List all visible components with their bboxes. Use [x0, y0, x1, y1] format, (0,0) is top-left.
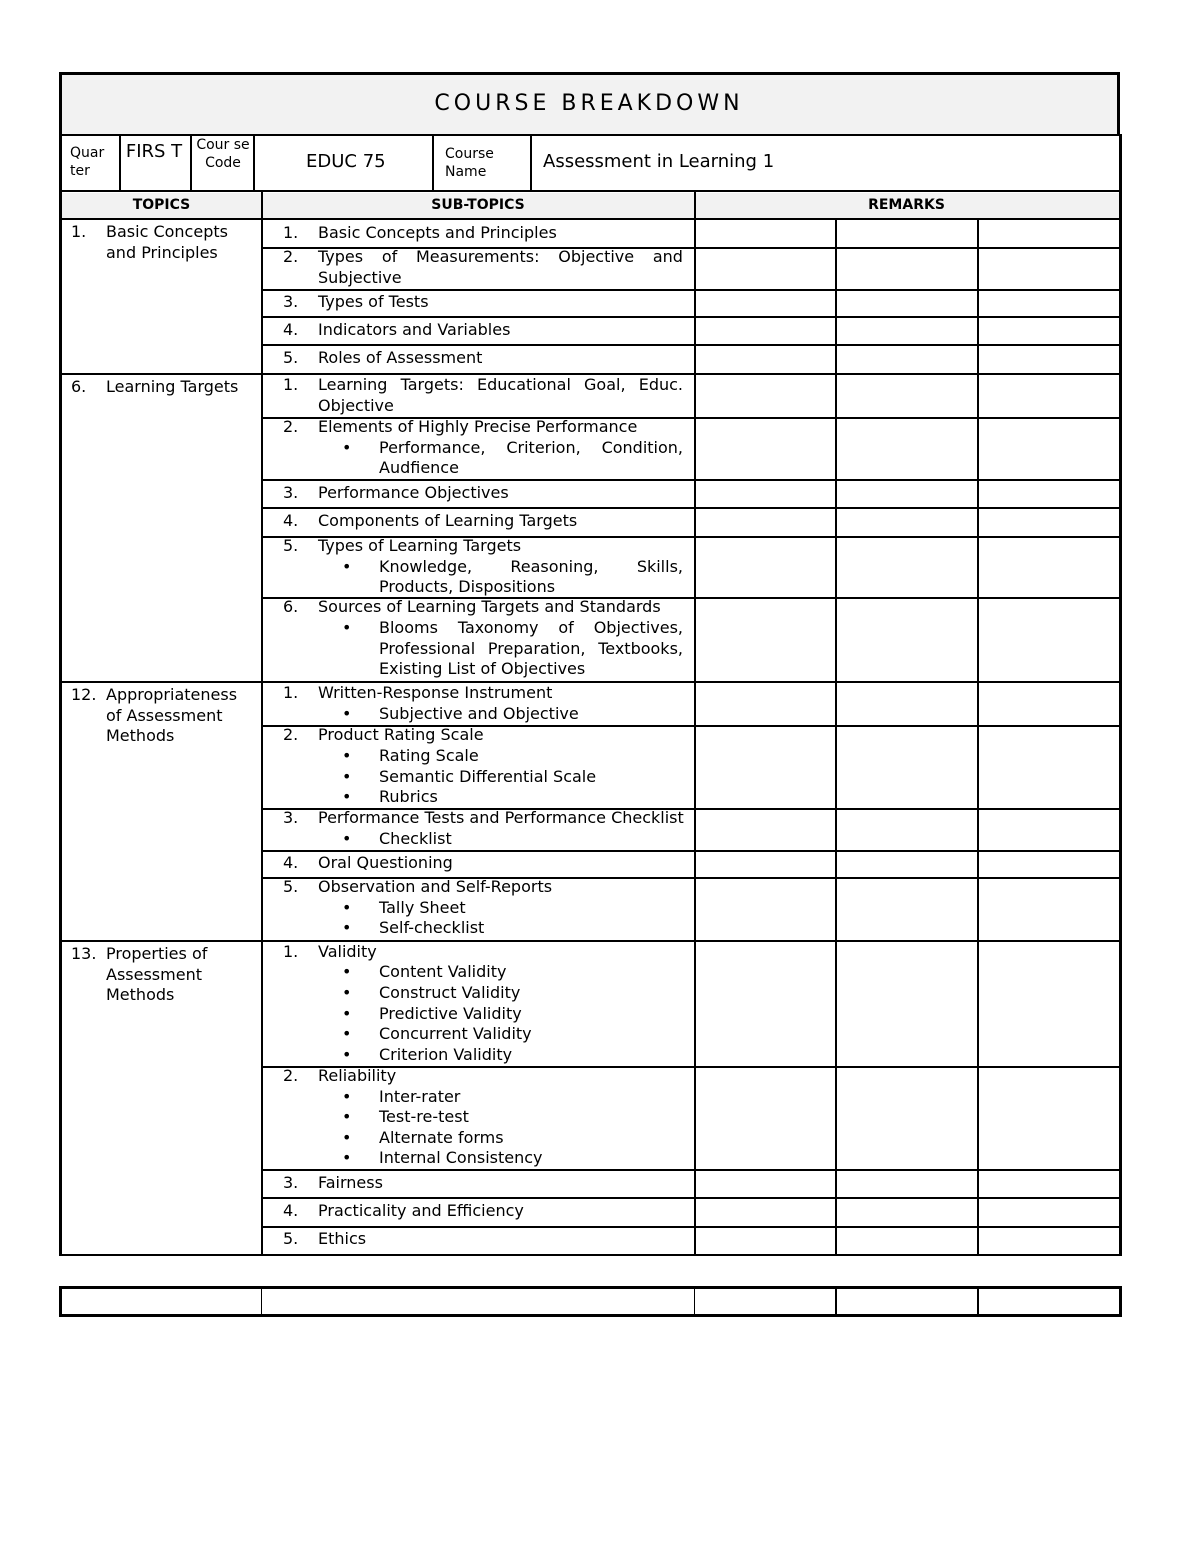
remarks-cell[interactable]: [979, 1228, 1118, 1253]
remarks-cell[interactable]: [979, 599, 1118, 680]
bullet-icon: •: [342, 829, 352, 848]
remarks-cell[interactable]: [979, 249, 1118, 289]
bullet-icon: •: [342, 437, 352, 457]
topic-label: and Principles: [106, 242, 218, 262]
subtopic-bullet-text: Criterion Validity: [379, 1044, 513, 1064]
remarks-cell[interactable]: [696, 509, 835, 536]
bullet-icon: •: [342, 1003, 352, 1023]
subtopic-title: Roles of Assessment: [318, 347, 483, 367]
remarks-cell[interactable]: [837, 879, 977, 939]
topic-number: 12.: [71, 685, 97, 704]
remarks-cell[interactable]: [837, 810, 977, 850]
remarks-cell[interactable]: [979, 727, 1118, 808]
subtopic-title: Practicality and Efficiency: [318, 1201, 524, 1221]
course-code-value: EDUC 75: [306, 151, 386, 172]
subtopic-bullet-text: Blooms Taxonomy of Objectives,: [379, 617, 683, 637]
subtopic-bullet-text: Self-checklist: [379, 918, 485, 938]
subtopic-number: 4.: [283, 853, 299, 873]
remarks-cell[interactable]: [696, 810, 835, 850]
table-rule: [261, 1287, 263, 1315]
remarks-cell[interactable]: [696, 599, 835, 680]
subtopic-number: 5.: [283, 877, 299, 897]
subtopic-title: Types of Learning Targets: [318, 536, 522, 555]
column-header-topics: TOPICS: [132, 197, 191, 213]
table-border-right: [1117, 72, 1120, 136]
subtopic-title: Product Rating Scale: [318, 725, 484, 745]
subtopic-bullet-text: Inter-rater: [379, 1086, 461, 1106]
remarks-cell[interactable]: [696, 684, 835, 725]
remarks-cell[interactable]: [979, 1199, 1118, 1226]
bullet-icon: •: [342, 703, 352, 723]
subtopic-bullet-text: Concurrent Validity: [379, 1024, 532, 1044]
bullet-icon: •: [342, 962, 352, 982]
table-rule: [61, 218, 1121, 220]
topic-number: 6.: [71, 377, 87, 396]
remarks-cell[interactable]: [979, 684, 1118, 725]
subtopic-bullet-text: Knowledge, Reasoning, Skills,: [379, 556, 683, 576]
remarks-cell[interactable]: [979, 419, 1118, 479]
subtopic-bullet-text: Rating Scale: [379, 745, 479, 765]
topic-label: Appropriateness: [106, 685, 238, 704]
remarks-cell[interactable]: [837, 221, 977, 247]
remarks-cell[interactable]: [837, 943, 977, 1066]
remarks-cell[interactable]: [979, 852, 1118, 877]
table-rule: [1119, 1286, 1122, 1317]
table-rule: [61, 190, 1121, 192]
bullet-icon: •: [342, 556, 352, 576]
remarks-cell[interactable]: [696, 249, 835, 289]
subtopic-bullet-text: Products, Dispositions: [379, 577, 556, 597]
remarks-cell[interactable]: [837, 419, 977, 479]
column-header-remarks: REMARKS: [868, 197, 945, 213]
footer-table-border: [59, 1286, 1121, 1289]
subtopic-number: 3.: [283, 482, 299, 502]
footer-table-border: [59, 1314, 1121, 1317]
remarks-cell[interactable]: [696, 318, 835, 344]
bullet-icon: •: [342, 1127, 352, 1147]
subtopic-title: Types of Tests: [318, 292, 429, 312]
remarks-cell[interactable]: [696, 1199, 835, 1226]
subtopic-number: 1.: [283, 222, 299, 242]
remarks-cell[interactable]: [837, 291, 977, 316]
table-rule: [61, 134, 1121, 136]
subtopic-number: 2.: [283, 1066, 299, 1085]
subtopic-title: Components of Learning Targets: [318, 511, 578, 531]
subtopic-bullet-text: Predictive Validity: [379, 1003, 522, 1023]
subtopic-bullet-text: Construct Validity: [379, 982, 521, 1002]
remarks-cell[interactable]: [696, 852, 835, 877]
subtopic-title: Learning Targets: Educational Goal, Educ.: [318, 374, 683, 394]
subtopic-bullet-text: Alternate forms: [379, 1127, 504, 1147]
table-rule: [694, 1287, 696, 1315]
remarks-cell[interactable]: [979, 376, 1118, 417]
remarks-cell[interactable]: [979, 509, 1118, 536]
remarks-cell[interactable]: [979, 810, 1118, 850]
bullet-icon: •: [342, 897, 352, 917]
remarks-cell[interactable]: [837, 599, 977, 680]
course-name-value: Assessment in Learning 1: [543, 151, 775, 172]
remarks-cell[interactable]: [696, 1228, 835, 1253]
bullet-icon: •: [342, 787, 352, 807]
table-rule: [190, 135, 192, 191]
remarks-cell[interactable]: [979, 481, 1118, 507]
remarks-cell[interactable]: [696, 291, 835, 316]
subtopic-title: Observation and Self-Reports: [318, 877, 553, 897]
remarks-cell[interactable]: [696, 481, 835, 507]
topic-label: of Assessment: [106, 705, 223, 725]
subtopic-number: 3.: [283, 292, 299, 312]
page-title: COURSE BREAKDOWN: [434, 91, 744, 116]
table-rule: [119, 135, 121, 191]
table-border-left: [59, 72, 62, 1256]
subtopic-title: Elements of Highly Precise Performance: [318, 417, 638, 437]
table-rule: [530, 135, 532, 191]
remarks-cell[interactable]: [696, 419, 835, 479]
remarks-cell[interactable]: [979, 943, 1118, 1066]
subtopic-title: Subjective: [318, 268, 402, 287]
remarks-cell[interactable]: [979, 221, 1118, 247]
remarks-cell[interactable]: [696, 727, 835, 808]
quarter-label: Quar ter: [70, 145, 105, 179]
group-separator: [61, 940, 1121, 943]
subtopic-title: Oral Questioning: [318, 853, 453, 873]
remarks-cell[interactable]: [837, 538, 977, 597]
topic-number: 1.: [71, 222, 87, 241]
group-separator: [61, 681, 1121, 684]
remarks-cell[interactable]: [837, 1068, 977, 1169]
remarks-cell[interactable]: [979, 879, 1118, 939]
subtopic-bullet-text: Existing List of Objectives: [379, 659, 586, 679]
subtopic-bullet-text: Checklist: [379, 829, 452, 848]
remarks-cell[interactable]: [837, 481, 977, 507]
remarks-cell[interactable]: [979, 1068, 1118, 1169]
subtopic-number: 5.: [283, 536, 299, 555]
course-name-label: Course Name: [445, 146, 494, 180]
remarks-cell[interactable]: [837, 1199, 977, 1226]
table-rule: [977, 1287, 979, 1315]
subtopic-title: Ethics: [318, 1229, 367, 1249]
remarks-cell[interactable]: [837, 249, 977, 289]
remarks-cell[interactable]: [837, 346, 977, 372]
subtopic-bullet-text: Audfience: [379, 458, 459, 478]
bullet-icon: •: [342, 1044, 352, 1064]
table-rule: [835, 1287, 837, 1315]
table-border-top: [59, 72, 1118, 75]
subtopic-number: 2.: [283, 247, 299, 267]
bullet-icon: •: [342, 1024, 352, 1044]
subtopic-title: Sources of Learning Targets and Standards: [318, 597, 661, 617]
course-code-label: Cour se Code: [196, 137, 250, 171]
table-rule: [253, 135, 255, 191]
remarks-cell[interactable]: [837, 684, 977, 725]
subtopic-title: Reliability: [318, 1066, 397, 1085]
subtopic-title: Types of Measurements: Objective and: [318, 247, 683, 267]
topic-label: Assessment: [106, 964, 202, 984]
subtopic-number: 1.: [283, 682, 299, 702]
topic-label: Basic Concepts: [106, 222, 228, 241]
subtopic-title: Validity: [318, 941, 377, 961]
subtopic-bullet-text: Semantic Differential Scale: [379, 766, 597, 786]
subtopic-title: Written-Response Instrument: [318, 682, 553, 702]
remarks-cell[interactable]: [696, 1171, 835, 1197]
subtopic-number: 5.: [283, 347, 299, 367]
bullet-icon: •: [342, 982, 352, 1002]
remarks-cell[interactable]: [696, 346, 835, 372]
subtopic-title: Indicators and Variables: [318, 319, 511, 339]
subtopic-number: 2.: [283, 725, 299, 745]
remarks-cell[interactable]: [979, 291, 1118, 316]
table-rule: [432, 135, 434, 191]
subtopic-title: Basic Concepts and Principles: [318, 222, 557, 242]
topic-number: 13.: [71, 944, 97, 963]
subtopic-bullet-text: Performance, Criterion, Condition,: [379, 437, 683, 457]
subtopic-bullet-text: Rubrics: [379, 787, 438, 807]
subtopic-number: 3.: [283, 1172, 299, 1192]
table-rule: [262, 1254, 1121, 1257]
subtopic-number: 3.: [283, 808, 299, 828]
subtopic-bullet-text: Subjective and Objective: [379, 703, 579, 723]
remarks-cell[interactable]: [837, 376, 977, 417]
column-header-subtopics: SUB-TOPICS: [431, 197, 525, 213]
subtopic-bullet-text: Test-re-test: [379, 1107, 469, 1127]
remarks-cell[interactable]: [837, 1228, 977, 1253]
subtopic-bullet-text: Internal Consistency: [379, 1148, 543, 1168]
bullet-icon: •: [342, 1148, 352, 1168]
remarks-cell[interactable]: [837, 1171, 977, 1197]
remarks-cell[interactable]: [696, 538, 835, 597]
remarks-cell[interactable]: [979, 1171, 1118, 1197]
subtopic-bullet-text: Professional Preparation, Textbooks,: [379, 638, 683, 658]
table-border-right: [1119, 134, 1122, 1256]
remarks-cell[interactable]: [837, 852, 977, 877]
subtopic-title: Objective: [318, 395, 394, 415]
subtopic-number: 5.: [283, 1229, 299, 1249]
remarks-cell[interactable]: [696, 221, 835, 247]
bullet-icon: •: [342, 1107, 352, 1127]
subtopic-number: 1.: [283, 374, 299, 394]
remarks-cell[interactable]: [837, 318, 977, 344]
remarks-cell[interactable]: [696, 376, 835, 417]
table-rule: [61, 1254, 262, 1257]
subtopic-number: 2.: [283, 417, 299, 437]
subtopic-title: Performance Tests and Performance Checklist: [318, 808, 684, 828]
bullet-icon: •: [342, 766, 352, 786]
subtopic-title: Performance Objectives: [318, 482, 509, 502]
bullet-icon: •: [342, 745, 352, 765]
topic-label: Properties of: [106, 944, 208, 963]
subtopic-bullet-text: Content Validity: [379, 962, 507, 982]
remarks-cell[interactable]: [837, 509, 977, 536]
subtopic-bullet-text: Tally Sheet: [379, 897, 466, 917]
subtopic-number: 4.: [283, 319, 299, 339]
bullet-icon: •: [342, 918, 352, 938]
remarks-cell[interactable]: [696, 879, 835, 939]
remarks-cell[interactable]: [979, 318, 1118, 344]
remarks-cell[interactable]: [979, 538, 1118, 597]
topic-label: Methods: [106, 726, 175, 746]
subtopic-number: 6.: [283, 597, 299, 617]
subtopic-number: 4.: [283, 511, 299, 531]
remarks-cell[interactable]: [979, 346, 1118, 372]
topic-label: Methods: [106, 985, 175, 1005]
subtopic-number: 4.: [283, 1201, 299, 1221]
remarks-cell[interactable]: [696, 1068, 835, 1169]
quarter-value: FIRS T: [125, 141, 183, 162]
remarks-cell[interactable]: [837, 727, 977, 808]
table-rule: [261, 191, 263, 1256]
bullet-icon: •: [342, 617, 352, 637]
subtopic-title: Fairness: [318, 1172, 383, 1192]
bullet-icon: •: [342, 1086, 352, 1106]
remarks-cell[interactable]: [696, 943, 835, 1066]
subtopic-number: 1.: [283, 941, 299, 961]
table-rule: [59, 1286, 62, 1317]
topic-label: Learning Targets: [106, 377, 239, 396]
